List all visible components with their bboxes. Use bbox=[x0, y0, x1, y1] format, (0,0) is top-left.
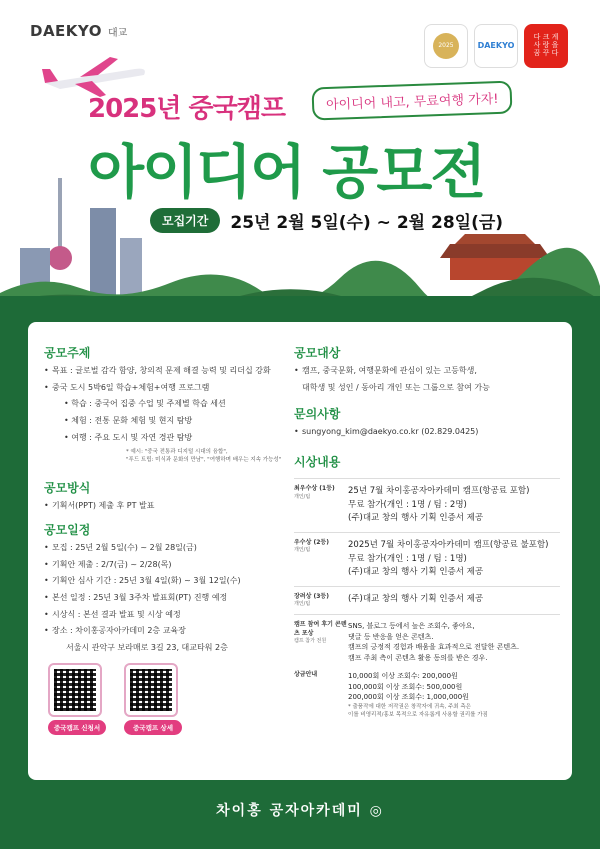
qr-detail-label: 중국캠프 상세 bbox=[124, 720, 182, 735]
address: 서울시 관악구 보라매로 3길 23, 대교타워 2층 bbox=[66, 642, 228, 652]
award-badge: 2025 bbox=[424, 24, 468, 68]
section-prizes: 시상내용 bbox=[294, 455, 341, 470]
page-title: 아이디어 공모전 bbox=[88, 138, 485, 206]
left-column bbox=[44, 338, 292, 735]
qr-code-icon[interactable] bbox=[124, 663, 178, 717]
prize-money: 상금안내 10,000회 이상 조회수: 200,000원 100,000회 이상 조회수: 500,000원 200,000회 이상 조회수: 1,000,000원 * 출품작에 대한 저작권은 창작자에 귀속, 주최 측은 이를 비영리적/홍보 목적으로 자유롭게 사용할 권리를 가짐 bbox=[294, 671, 488, 718]
list-item: • 기획서(PPT) 제출 후 PT 발표 bbox=[44, 500, 292, 512]
list-item: • 캠프, 중국문화, 여행문화에 관심이 있는 고등학생, bbox=[294, 365, 560, 377]
list-item: • 목표 : 글로벌 감각 함양, 창의적 문제 해결 능력 및 리더십 강화 bbox=[44, 365, 292, 377]
section-contact: 문의사항 bbox=[294, 406, 341, 421]
note: "푸드 트립: 미식과 문화의 만남", "여행하며 배우는 지속 가능성" bbox=[126, 456, 282, 463]
prize-third: 장려상 (3등) 개인/팀 (주)대교 창의 행사 기획 인증서 제공 bbox=[294, 586, 560, 614]
badges bbox=[424, 24, 568, 68]
daekyo-badge: DAEKYO bbox=[474, 24, 518, 68]
qr-apply-label: 중국캠프 신청서 bbox=[48, 720, 106, 735]
section-topic: 공모주제 bbox=[44, 346, 91, 360]
qr-codes bbox=[48, 663, 292, 735]
period-tag: 모집기간 bbox=[150, 208, 220, 233]
qr-detail[interactable] bbox=[124, 663, 182, 735]
prize-first: 최우수상 (1등) 개인/팀 25년 7월 차이홍공자아카데미 캠프(항공료 포함) 무료 참가(개인 : 1명 / 팀 : 2명) (주)대교 창의 행사 기획 인증서 제공 bbox=[294, 478, 560, 532]
section-method: 공모방식 bbox=[44, 480, 91, 495]
info-card bbox=[28, 322, 572, 780]
list-item-cont: 대학생 및 성인 / 동아리 개인 또는 그룹으로 참여 가능 bbox=[302, 382, 490, 392]
slogan-bubble: 아이디어 내고, 무료여행 가자! bbox=[311, 81, 512, 121]
footer-brand: 차이홍 공자아카데미 ◎ bbox=[216, 803, 384, 819]
note: * 예시: "중국 전통과 디지털 시대의 융합", bbox=[126, 449, 228, 456]
sub-item: • 체험 : 전통 문화 체험 및 현지 탐방 bbox=[64, 416, 193, 426]
right-column bbox=[294, 338, 560, 725]
daekyo-logo: DAEKYO bbox=[30, 22, 103, 40]
brand bbox=[30, 22, 127, 40]
list-item: • 시상식 : 본선 결과 발표 및 시상 예정 bbox=[44, 609, 292, 621]
title-year: 2025년 중국캠프 bbox=[88, 94, 285, 124]
list-item: • 모집 : 25년 2월 5일(수) ~ 2월 28일(금) bbox=[44, 542, 292, 554]
section-target: 공모대상 bbox=[294, 346, 341, 360]
sub-item: • 여행 : 주요 도시 및 자연 경관 탐방 bbox=[64, 433, 193, 443]
qr-apply[interactable] bbox=[48, 663, 106, 735]
list-item: • 장소 : 차이홍공자아카데미 2층 교육장 bbox=[44, 625, 292, 637]
section-schedule: 공모일정 bbox=[44, 523, 91, 538]
list-item: • 기획안 심사 기간 : 25년 3월 4일(화) ~ 3월 12일(수) bbox=[44, 575, 292, 587]
prize-review: 캠프 참여 후기 콘텐츠 포상 캠프 참가 전원 SNS, 블로그 등에서 높은 조회수, 좋아요, 댓글 등 반응을 얻은 콘텐츠. 캠프의 긍정적 경험과 배움을 효과적으로 전달한 콘텐츠. 캠프 주최 측이 콘텐츠 활용 동의를 받은 경우. bbox=[294, 614, 560, 669]
period-dates: 25년 2월 5일(수) ~ 2월 28일(금) bbox=[230, 213, 504, 233]
slogan-badge: 다 크 게 사 랑 을 꿈 꾸 다 bbox=[524, 24, 568, 68]
prize-second: 우수상 (2등) 개인/팀 2025년 7월 차이홍공자아카데미 캠프(항공료 불포함) 무료 참가(개인 : 1명 / 팀 : 1명) (주)대교 창의 행사 기획 인증서 제공 bbox=[294, 532, 560, 586]
list-item: • 중국 도시 5박6일 학습+체험+여행 프로그램 bbox=[44, 382, 292, 394]
brand-kr: 대교 bbox=[108, 27, 128, 39]
sub-item: • 학습 : 중국어 집중 수업 및 주제별 학습 세션 bbox=[64, 399, 226, 409]
qr-code-icon[interactable] bbox=[48, 663, 102, 717]
contact-email: • sungyong_kim@daekyo.co.kr (02.829.0425) bbox=[294, 426, 560, 438]
hero-area bbox=[0, 0, 600, 310]
list-item: • 본선 일정 : 25년 3월 3주차 발표회(PT) 진행 예정 bbox=[44, 592, 292, 604]
list-item: • 기획안 제출 : 2/7(금) ~ 2/28(목) bbox=[44, 559, 292, 571]
